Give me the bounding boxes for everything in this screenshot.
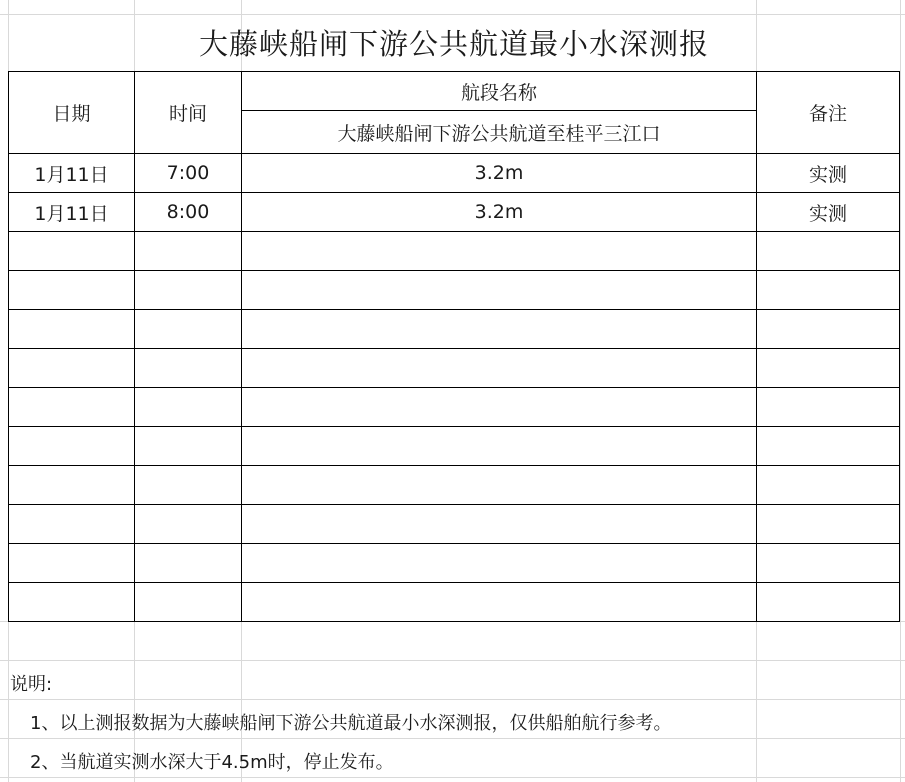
note-item-1: 1、以上测报数据为大藤峡船闸下游公共航道最小水深测报，仅供船舶航行参考。 — [30, 713, 672, 734]
row-1-date: 1月11日 — [34, 163, 109, 186]
row-2-date: 1月11日 — [34, 202, 109, 225]
row-2-depth: 3.2m — [474, 201, 524, 223]
header-section: 大藤峡船闸下游公共航道至桂平三江口 — [337, 122, 661, 145]
header-time: 时间 — [168, 103, 207, 125]
header-section-group: 航段名称 — [460, 81, 537, 104]
header-remark: 备注 — [808, 103, 847, 125]
notes-heading: 说明: — [10, 674, 53, 695]
row-2-time: 8:00 — [166, 201, 210, 223]
header-date: 日期 — [52, 103, 91, 125]
row-2-remark: 实测 — [808, 202, 847, 225]
row-1-depth: 3.2m — [474, 162, 524, 184]
page-title: 大藤峡船闸下游公共航道最小水深测报 — [198, 27, 709, 61]
row-1-remark: 实测 — [808, 163, 847, 186]
note-item-2: 2、当航道实测水深大于4.5m时，停止发布。 — [30, 752, 394, 773]
row-1-time: 7:00 — [166, 162, 210, 184]
